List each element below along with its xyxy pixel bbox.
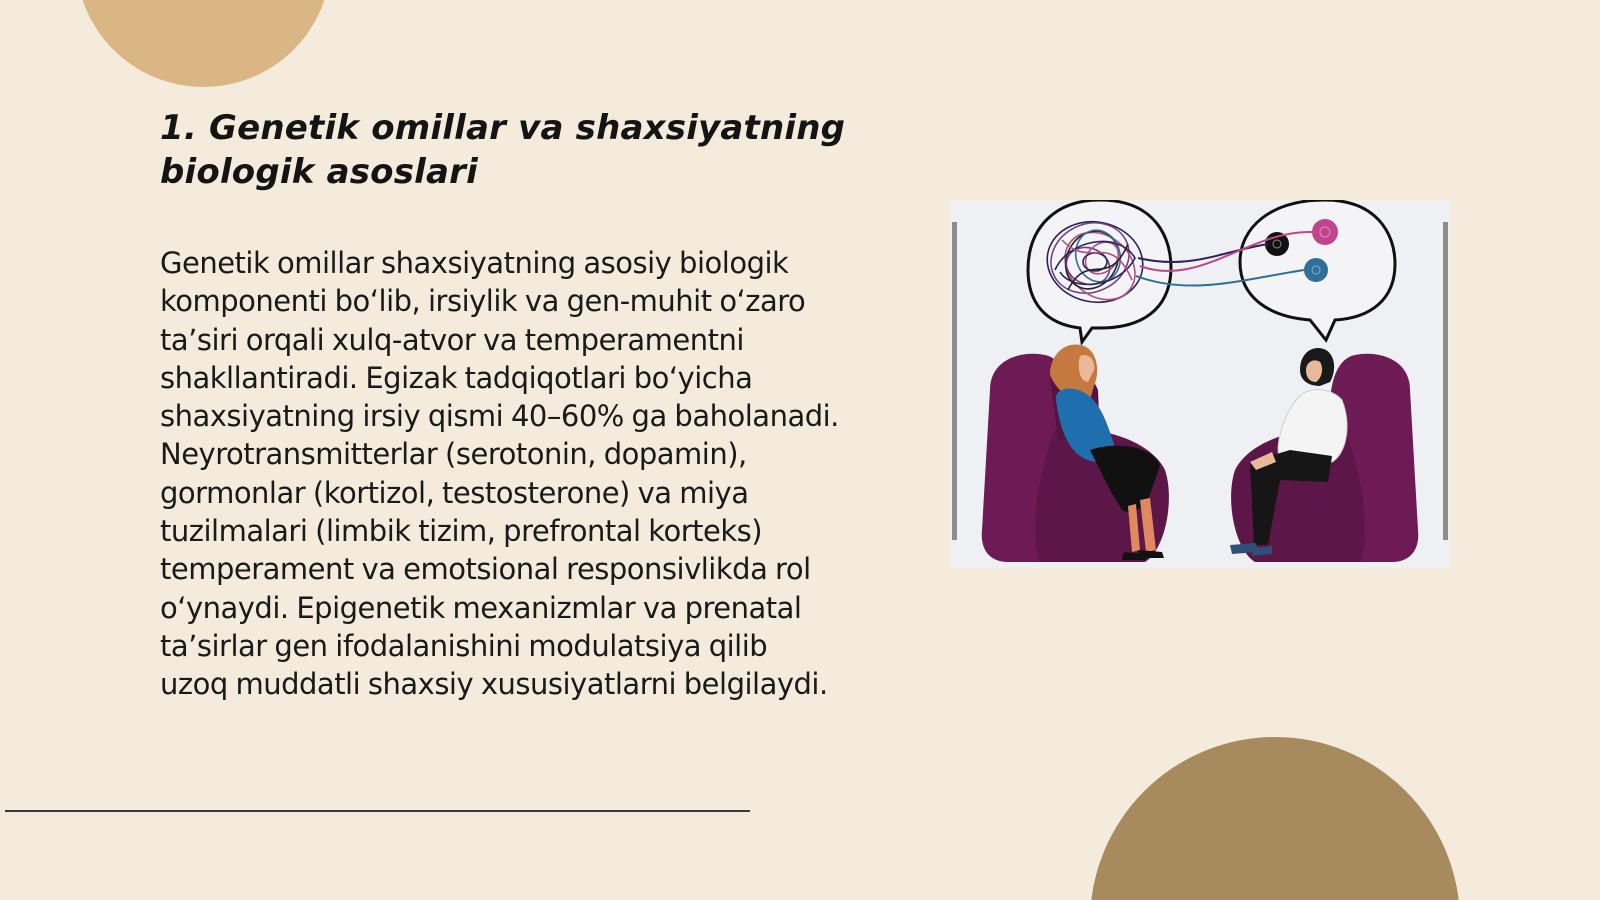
frame-left xyxy=(952,222,957,540)
therapy-session-illustration xyxy=(950,200,1450,568)
divider-line xyxy=(5,810,750,812)
decorative-circle-bottom xyxy=(1090,737,1460,900)
frame-right xyxy=(1443,222,1448,540)
decorative-circle-top xyxy=(76,0,331,87)
slide-body-text: Genetik omillar shaxsiyatning asosiy biologik komponenti bo‘lib, irsiylik va gen-muhit o‘zaro ta’siri orqali xulq-atvor va temperamentni shakllantiradi. Egizak tadqiqotlari bo‘yicha shaxsiyatning irsiy qismi 40–60% ga baholanadi. Neyrotransmitterlar (serotonin, dopamin), gormonlar (kortizol, testosterone) va miya tuzilmalari (limbik tizim, prefrontal korteks) temperament va emotsional responsivlikda rol o‘ynaydi. Epigenetik mexanizmlar va prenatal ta’sirlar gen ifodalanishini modulatsiya qilib uzoq muddatli shaxsiy xususiyatlarni belgilaydi. xyxy=(160,246,839,702)
slide-title: 1. Genetik omillar va shaxsiyatning biologik asoslari xyxy=(160,108,846,192)
